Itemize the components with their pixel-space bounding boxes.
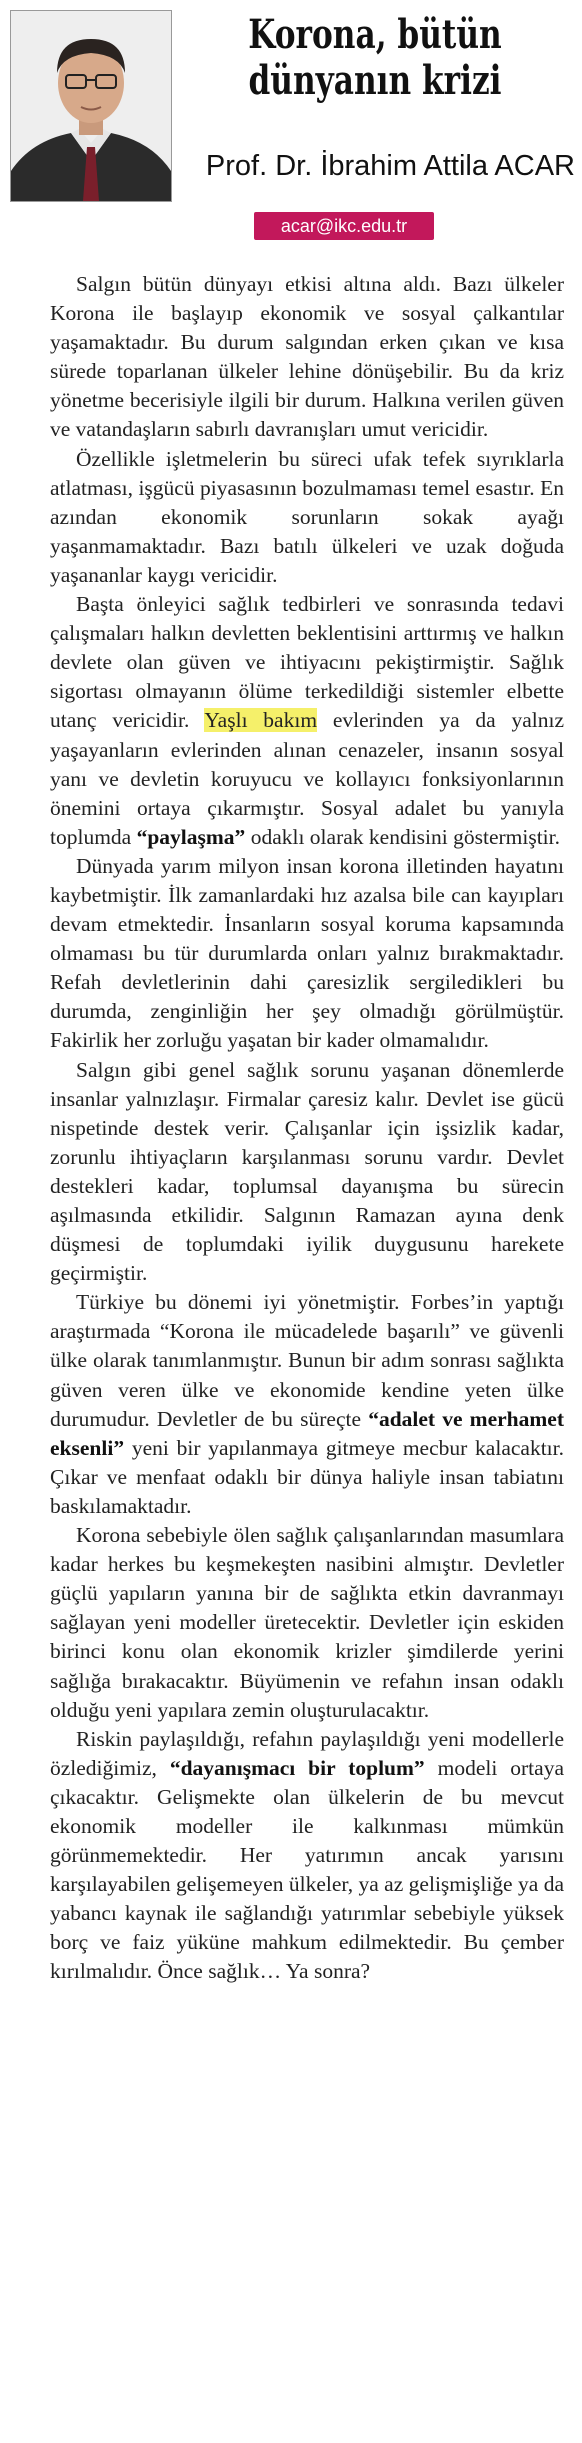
- author-portrait-image: [11, 11, 171, 201]
- article-header: [0, 0, 582, 248]
- article-title: [223, 12, 527, 104]
- paragraph-3-text-b: evlerinden ya da yalnız yaşayanların evlerinden alınan cenazeler, insanın sosyal yanı ve devletin koruyucu ve kollayıcı fonksiyonlarının önemini ortaya çıkarmıştır. Sosyal adalet bu yanıyla toplumda: [50, 708, 564, 849]
- paragraph-8-text-a: Riskin paylaşıldığı, refahın paylaşıldığı yeni modellerle özlediğimiz,: [50, 1726, 564, 1780]
- article-body: [50, 270, 564, 1987]
- bold-phrase-paylasma: “paylaşma”: [136, 824, 246, 849]
- paragraph-6-text-a: Türkiye bu dönemi iyi yönetmiştir. Forbes’in yaptığı araştırmada “Korona ile mücadelede başarılı” ve güvenli ülke olarak tanımlanmıştır. Bunun bir adım sonrası sağlıkta güven veren ülke ve ekonomide kendine yeten ülke durumudur. Devletler de bu süreçte: [50, 1290, 564, 1431]
- paragraph-3-text-c: odaklı olarak kendisini göstermiştir.: [245, 824, 561, 849]
- author-name: Prof. Dr. İbrahim Attila ACAR: [205, 150, 575, 182]
- title-line-1: Korona, bütün: [248, 11, 502, 58]
- paragraph-2: Özellikle işletmelerin bu süreci ufak tefek sıyrıklarla atlatması, işgücü piyasasının bozulmaması temel esastır. En azından ekonomik sorunların sokak ayağı yaşanmamaktadır. Bazı batılı ülkeleri ve uzak doğuda yaşananlar kaygı vericidir.: [50, 446, 564, 587]
- paragraph-3: [50, 590, 564, 852]
- title-line-2: dünyanın krizi: [248, 57, 502, 104]
- bold-phrase-dayanisma: “dayanışmacı bir toplum”: [169, 1755, 425, 1780]
- paragraph-8: [50, 1725, 564, 1987]
- paragraph-3-text-a: Başta önleyici sağlık tedbirleri ve sonrasında tedavi çalışmaları halkın devletten beklentisini arttırmış ve halkın devlete olan güven ve ihtiyacını pekiştirmiştir. Sağlık sigortası olmayanın ölüme terkedildiği sistemler elbette utanç vericidir.: [50, 592, 564, 733]
- highlighted-text: Yaşlı bakım: [204, 708, 318, 733]
- paragraph-8-text-b: modeli ortaya çıkacaktır. Gelişmekte olan ülkelerin de bu mevcut ekonomik modeller ile kalkınması mümkün görünmemektedir. Her yatırımın ancak yarısını karşılayabilen gelişemeyen ülkeler, ya az gelişmişliğe ya da yabancı kaynak ile sağlandığı yatırımlar sebebiyle yüksek borç ve faiz yüküne mahkum edilmektedir. Bu çember kırılmalıdır. Önce sağlık… Ya sonra?: [50, 1755, 564, 1984]
- author-email-badge[interactable]: acar@ikc.edu.tr: [254, 212, 434, 240]
- author-photo: [10, 10, 172, 202]
- paragraph-6: [50, 1288, 564, 1521]
- paragraph-1: Salgın bütün dünyayı etkisi altına aldı. Bazı ülkeler Korona ile başlayıp ekonomik ve sosyal çalkantılar yaşamaktadır. Bu durum salgından erken çıkan ve kısa sürede toparlanan ülkeler lehine dönüşebilir. Bu da kriz yönetme becerisiyle ilgili bir durum. Halkına verilen güven ve vatandaşların sabırlı davranışları umut vericidir.: [50, 272, 564, 442]
- paragraph-5: Salgın gibi genel sağlık sorunu yaşanan dönemlerde insanlar yalnızlaşır. Firmalar çaresiz kalır. Devlet ise gücü nispetinde destek verir. Çalışanlar için işsizlik kadar, zorunlu ihtiyaçların karşılanması sorunu vardır. Devlet destekleri kadar, toplumsal dayanışma bu sürecin aşılmasında etkilidir. Salgının Ramazan ayına denk düşmesi de toplumdaki iyilik duygusunu harekete geçirmiştir.: [50, 1057, 564, 1286]
- bold-phrase-adalet: “adalet ve merhamet eksenli”: [50, 1406, 564, 1460]
- paragraph-4: Dünyada yarım milyon insan korona illetinden hayatını kaybetmiştir. İlk zamanlardaki hız azalsa bile can kayıpları devam etmektedir. İnsanların sosyal koruma kapsamında olmaması bu tür durumlarda onları yalnız bırakmaktadır. Refah devletlerinin dahi çaresizlik sergiledikleri bu durumda, zenginliğin her şey olmadığı görülmüştür. Fakirlik her zorluğu yaşatan bir kader olmamalıdır.: [50, 853, 564, 1053]
- paragraph-7: Korona sebebiyle ölen sağlık çalışanlarından masumlara kadar herkes bu keşmekeşten nasibini almıştır. Devletler güçlü yapıların yanına bir de sağlıkta etkin davranmayı sağlayan yeni modeller üretecektir. Devletler için eskiden birinci konu olan ekonomik krizler şimdilerde yerini sağlığa bırakacaktır. Büyümenin ve refahın insan odaklı olduğu yeni yapılara zemin oluşturulacaktır.: [50, 1523, 564, 1722]
- paragraph-6-text-b: yeni bir yapılanmaya gitmeye mecbur kalacaktır. Çıkar ve menfaat odaklı bir dünya haliyle insan tabiatını baskılamaktadır.: [50, 1435, 564, 1518]
